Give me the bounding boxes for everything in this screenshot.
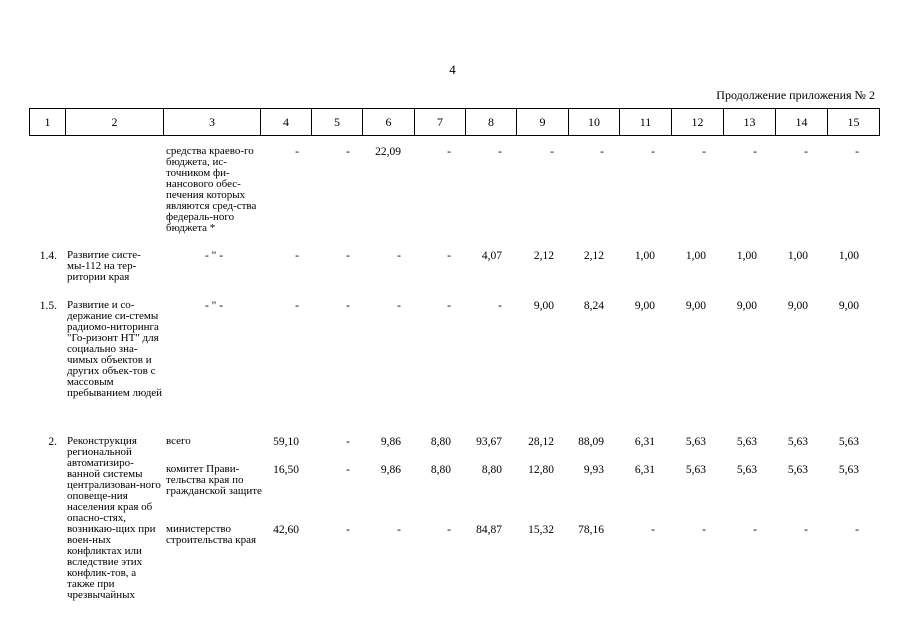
value-cell: 9,00 xyxy=(736,300,757,312)
header-cell: 9 xyxy=(517,109,569,136)
value-cell: - xyxy=(550,146,554,158)
value-cell: 8,80 xyxy=(430,464,451,476)
value-cell: - xyxy=(295,300,299,312)
value-cell: 9,86 xyxy=(380,464,401,476)
value-cell: 15,32 xyxy=(528,524,554,536)
row-source: комитет Прави-тельства края по гражданской защите xyxy=(166,463,262,497)
header-cell: 4 xyxy=(261,109,312,136)
row-name: Развитие систе-мы-112 на тер-ритории края xyxy=(67,249,141,283)
continuation-label: Продолжение приложения № 2 xyxy=(716,88,875,102)
value-cell: 9,00 xyxy=(787,300,808,312)
value-cell: 2,12 xyxy=(583,250,604,262)
value-cell: 5,63 xyxy=(736,436,757,448)
value-cell: 8,24 xyxy=(583,300,604,312)
value-cell: 28,12 xyxy=(528,436,554,448)
table-row xyxy=(29,300,877,425)
value-cell: 1,00 xyxy=(838,250,859,262)
value-cell: 9,00 xyxy=(685,300,706,312)
value-cell: 2,12 xyxy=(533,250,554,262)
value-cell: - xyxy=(346,524,350,536)
value-cell: 78,16 xyxy=(578,524,604,536)
value-cell: 1,00 xyxy=(634,250,655,262)
row-source: - " - xyxy=(204,300,224,312)
value-cell: - xyxy=(600,146,604,158)
value-cell: - xyxy=(346,146,350,158)
row-source: министерство строительства края xyxy=(166,523,257,546)
header-cell: 14 xyxy=(776,109,828,136)
value-cell: 4,07 xyxy=(481,250,502,262)
header-row xyxy=(30,109,880,136)
table-row xyxy=(29,435,877,601)
row-source: - " - xyxy=(204,250,224,262)
value-cell: 59,10 xyxy=(273,436,299,448)
value-cell: - xyxy=(295,250,299,262)
value-cell: 6,31 xyxy=(634,436,655,448)
value-cell: - xyxy=(346,464,350,476)
value-cell: - xyxy=(397,300,401,312)
table-row xyxy=(29,524,877,564)
value-cell: 5,63 xyxy=(787,464,808,476)
header-cell: 7 xyxy=(415,109,466,136)
value-cell: - xyxy=(702,146,706,158)
column-header-table xyxy=(29,108,880,136)
value-cell: 8,80 xyxy=(481,464,502,476)
value-cell: 84,87 xyxy=(476,524,502,536)
value-cell: 9,86 xyxy=(380,436,401,448)
value-cell: - xyxy=(346,436,350,448)
value-cell: - xyxy=(447,300,451,312)
value-cell: 5,63 xyxy=(838,464,859,476)
value-cell: - xyxy=(346,250,350,262)
value-cell: - xyxy=(498,300,502,312)
value-cell: 5,63 xyxy=(838,436,859,448)
header-cell: 5 xyxy=(312,109,363,136)
value-cell: 16,50 xyxy=(273,464,299,476)
value-cell: - xyxy=(855,524,859,536)
header-cell: 8 xyxy=(466,109,517,136)
header-cell: 3 xyxy=(164,109,261,136)
header-cell: 12 xyxy=(672,109,724,136)
row-number: 1.4. xyxy=(39,250,57,262)
table-row xyxy=(29,464,877,514)
header-cell: 11 xyxy=(620,109,672,136)
value-cell: 1,00 xyxy=(787,250,808,262)
value-cell: 1,00 xyxy=(685,250,706,262)
header-cell: 2 xyxy=(66,109,164,136)
row-name: Реконструкция региональной автоматизиро-ванной системы централизован-ного оповеще-ния населения края об опасно-стях, возникаю-щих при воен-ных конфликтах или вследствие этих конфлик-тов, а также при чрезвычайных xyxy=(67,435,161,601)
value-cell: - xyxy=(346,300,350,312)
value-cell: - xyxy=(651,524,655,536)
value-cell: 9,00 xyxy=(634,300,655,312)
value-cell: - xyxy=(447,250,451,262)
value-cell: 93,67 xyxy=(476,436,502,448)
header-cell: 13 xyxy=(724,109,776,136)
value-cell: - xyxy=(447,524,451,536)
value-cell: 6,31 xyxy=(634,464,655,476)
row-number: 1.5. xyxy=(39,300,57,312)
value-cell: - xyxy=(447,146,451,158)
value-cell: 88,09 xyxy=(578,436,604,448)
value-cell: - xyxy=(295,146,299,158)
value-cell: 22,09 xyxy=(375,146,401,158)
value-cell: 5,63 xyxy=(685,464,706,476)
value-cell: - xyxy=(397,524,401,536)
value-cell: - xyxy=(702,524,706,536)
value-cell: 12,80 xyxy=(528,464,554,476)
value-cell: - xyxy=(498,146,502,158)
row-source: средства краево-го бюджета, ис-точником фи-нансового обес-печения которых являются сред-ства федераль-ного бюджета * xyxy=(166,145,257,234)
value-cell: - xyxy=(804,146,808,158)
value-cell: 5,63 xyxy=(787,436,808,448)
value-cell: - xyxy=(804,524,808,536)
value-cell: 9,00 xyxy=(533,300,554,312)
value-cell: 8,80 xyxy=(430,436,451,448)
header-cell: 1 xyxy=(30,109,66,136)
value-cell: - xyxy=(855,146,859,158)
value-cell: - xyxy=(397,250,401,262)
header-cell: 15 xyxy=(828,109,880,136)
value-cell: - xyxy=(651,146,655,158)
value-cell: 5,63 xyxy=(685,436,706,448)
row-source: всего xyxy=(166,435,191,447)
value-cell: - xyxy=(753,146,757,158)
table-row xyxy=(29,146,877,236)
value-cell: 1,00 xyxy=(736,250,757,262)
table-row xyxy=(29,250,877,290)
row-number: 2. xyxy=(48,436,57,448)
value-cell: 9,00 xyxy=(838,300,859,312)
value-cell: 9,93 xyxy=(583,464,604,476)
value-cell: 5,63 xyxy=(736,464,757,476)
value-cell: 42,60 xyxy=(273,524,299,536)
row-name: Развитие и со-держание си-стемы радиомо-ниторинга "Го-ризонт НТ" для социально зна-чимых объектов и других объек-тов с массовым пребыванием людей xyxy=(67,299,163,399)
page-number: 4 xyxy=(449,62,456,77)
header-cell: 10 xyxy=(569,109,620,136)
value-cell: - xyxy=(753,524,757,536)
header-cell: 6 xyxy=(363,109,415,136)
